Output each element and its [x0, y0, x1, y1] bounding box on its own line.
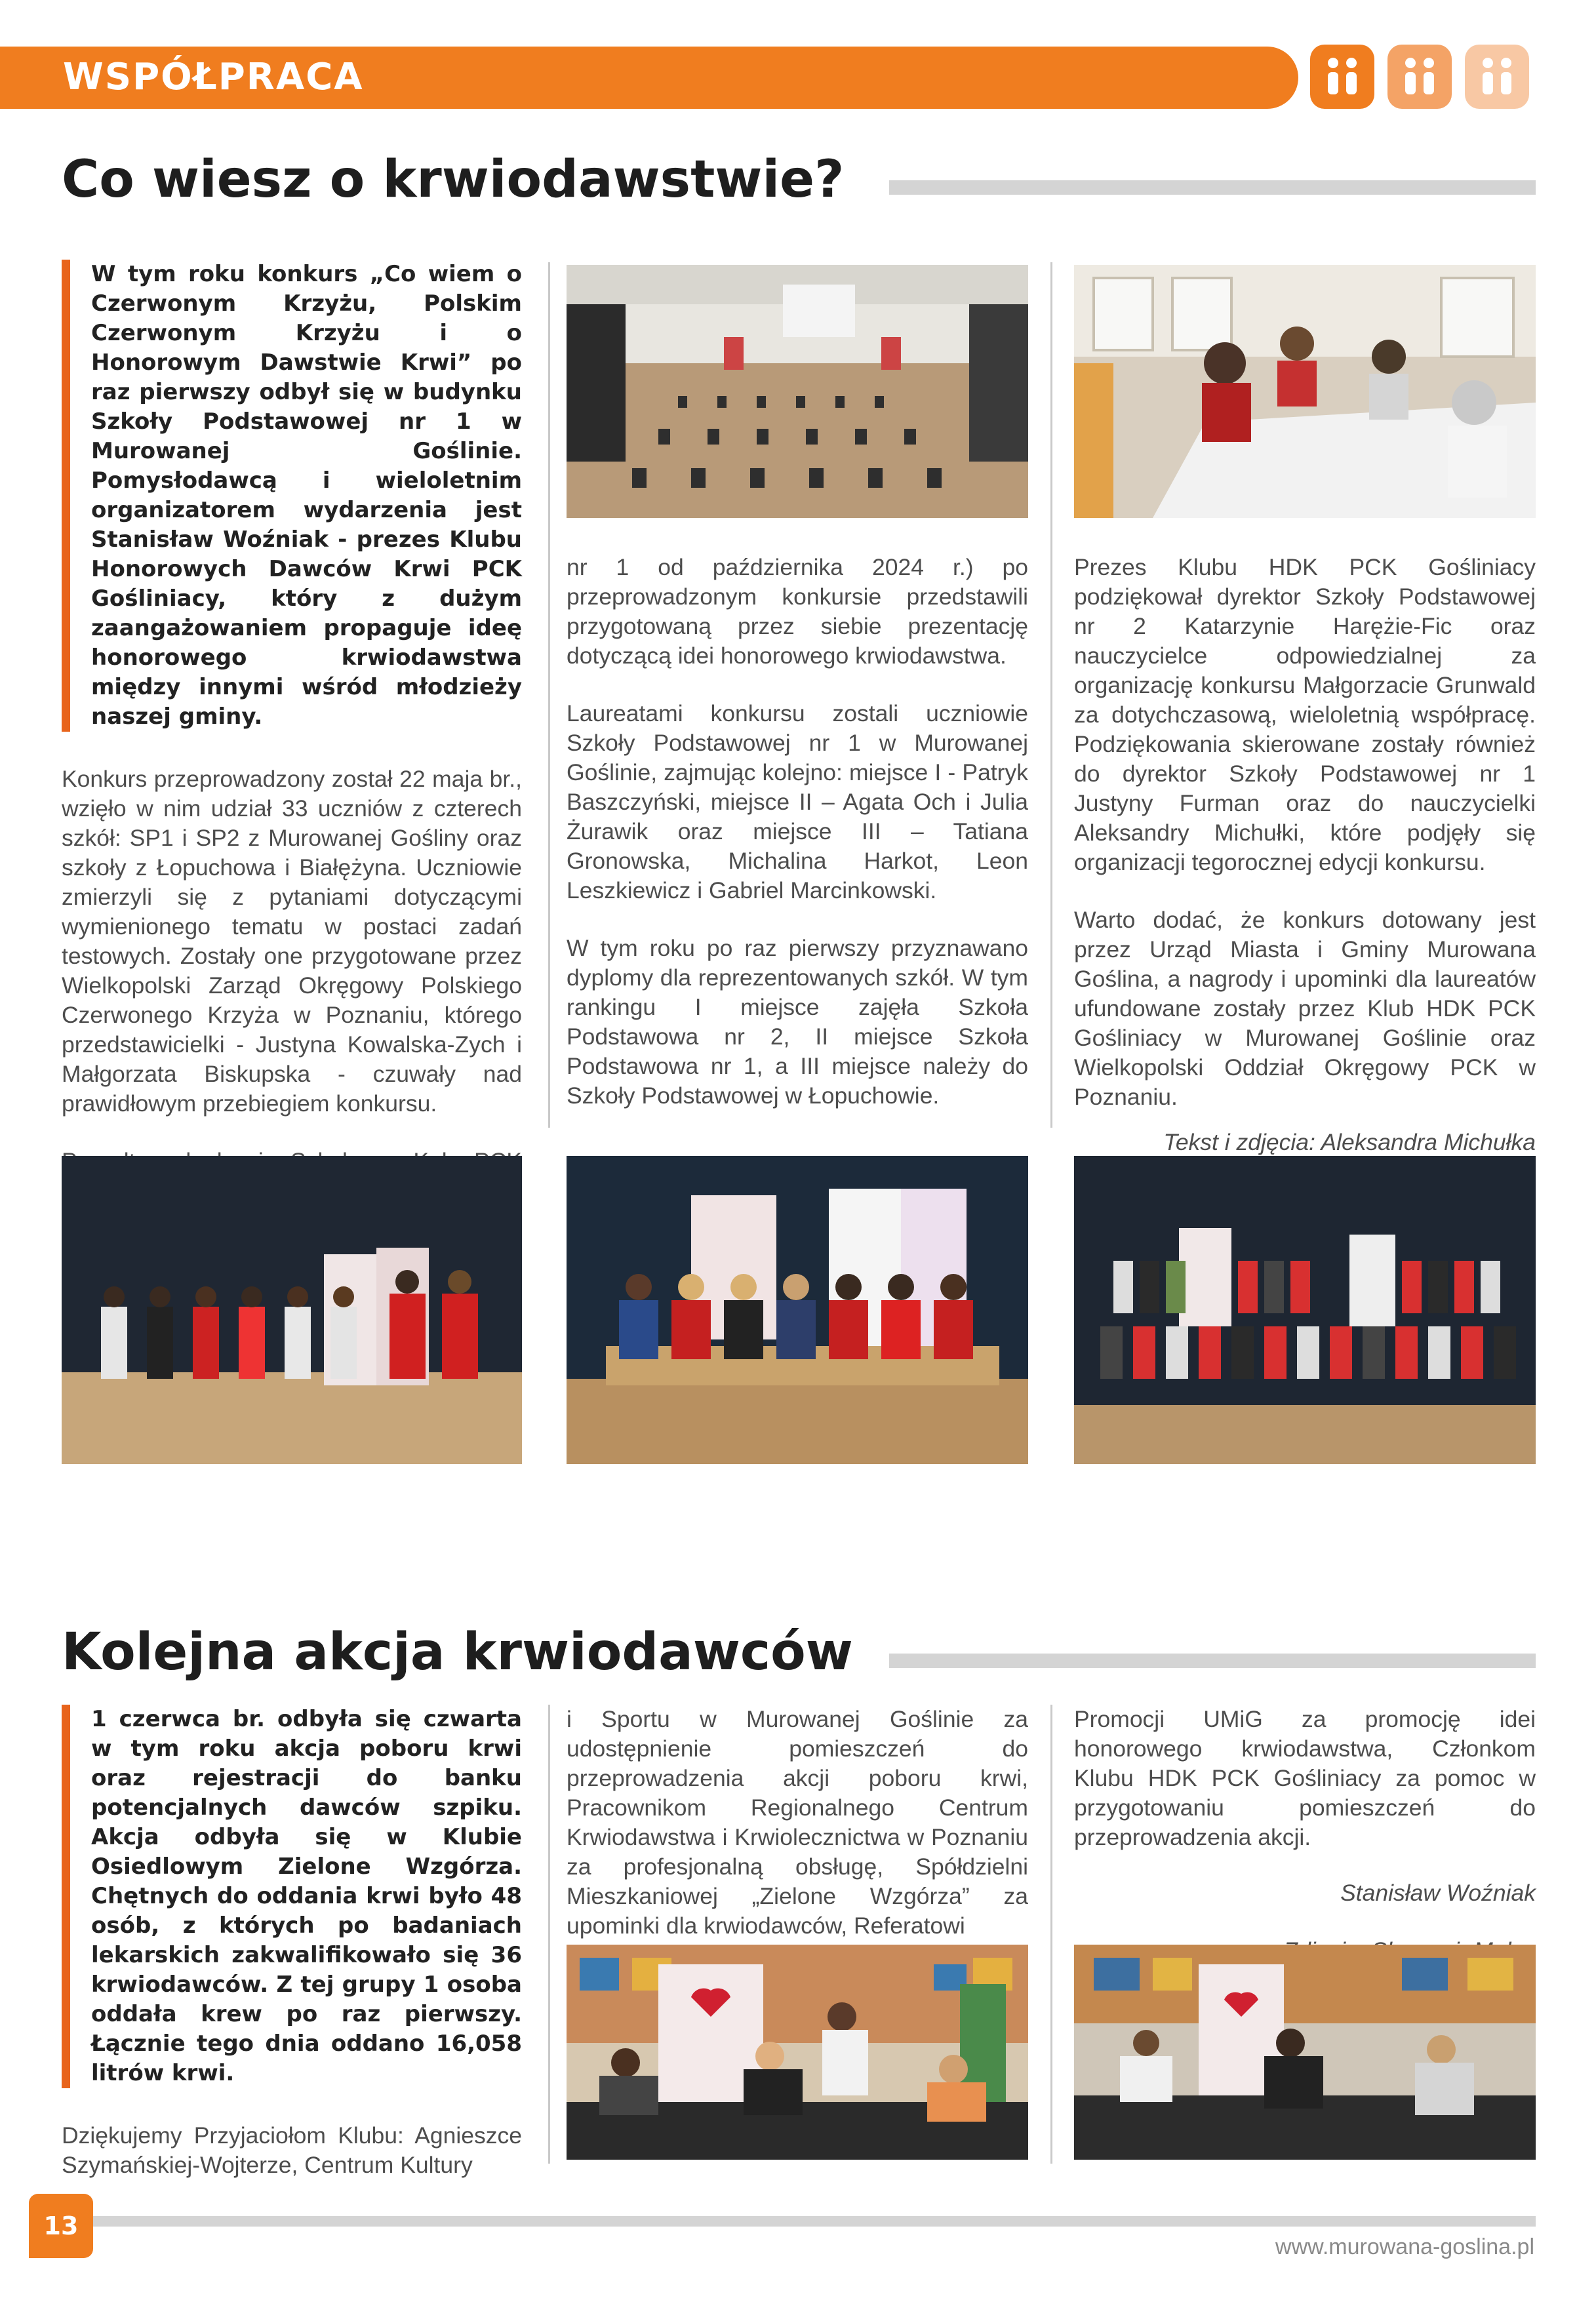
photo-blood-donors — [567, 1945, 1028, 2160]
article-title: Co wiesz o krwiodawstwie? — [62, 150, 845, 209]
photo-donation-chairs — [1074, 1945, 1536, 2160]
page-number: 13 — [29, 2194, 93, 2258]
photo-stage-winners — [62, 1156, 522, 1464]
paragraph: Konkurs przeprowadzony został 22 maja br., wzięło w nim udział 33 uczniów z czterech szkół: SP1 i SP2 z Murowanej Gośliny oraz szkoły z Łopuchowa i Białężyna. Uczniowie zmierzyli się z pytaniami dotyczącymi wymienionego tematu w postaci zadań testowych. Zostały one przygotowane przez Wielkopolski Zarząd Okręgowy Polskiego Czerwonego Krzyża w Poznaniu, którego przedstawicielki - Justyna Kowalska-Zych i Małgorzata Biskupska - czuwały nad prawidłowym przebiegiem konkursu. — [62, 766, 522, 1117]
column-divider — [1050, 262, 1052, 1128]
paragraph: Warto dodać, że konkurs dotowany jest przez Urząd Miasta i Gminy Murowana Goślina, a nagrody i upominki dla laureatów ufundowane zostały przez Klub HDK PCK Gośliniacy w Murowanej Goślinie oraz Wielkopolski Oddział Okręgowy PCK w Poznaniu. — [1074, 907, 1536, 1110]
footer-rule — [92, 2216, 1536, 2227]
section-label: WSPÓŁPRACA — [63, 56, 364, 98]
website-link[interactable]: www.murowana-goslina.pl — [1275, 2234, 1534, 2259]
photo-committee-table — [1074, 265, 1536, 518]
lead-paragraph: 1 czerwca br. odbyła się czwarta w tym roku akcja poboru krwi oraz rejestracji do banku potencjalnych dawców szpiku. Akcja odbyła się w Klubie Osiedlowym Zielone Wzgórza. Chętnych do oddania krwi było 48 osób, z których po badaniach lekarskich zakwalifikowało się 36 krwiodawców. Z tej grupy 1 osoba oddała krew po raz pierwszy. Łącznie tego dnia oddano 16,058 litrów krwi. — [62, 1705, 522, 2088]
people-logo-icon — [1465, 45, 1529, 109]
paragraph: W tym roku po raz pierwszy przyznawano dyplomy dla reprezentowanych szkół. W tym rankingu I miejsce zajęła Szkoła Podstawowa nr 2, II miejsce Szkoła Podstawowa nr 1, a III miejsce należy do Szkoły Podstawowej w Łopuchowie. — [567, 935, 1028, 1109]
article-column — [62, 1705, 522, 2208]
title-rule — [889, 180, 1536, 195]
column-divider — [1050, 1705, 1052, 2164]
photo-group-seated — [567, 1156, 1028, 1464]
author: Stanisław Woźniak — [1340, 1880, 1536, 1906]
lead-paragraph: W tym roku konkurs „Co wiem o Czerwonym Krzyżu, Polskim Czerwonym Krzyżu i o Honorowym Dawstwie Krwi” po raz pierwszy odbył się w budynku Szkoły Podstawowej nr 1 w Murowanej Goślinie. Pomysłodawcą i wieloletnim organizatorem wydarzenia jest Stanisław Woźniak - prezes Klubu Honorowych Dawców Krwi PCK Gośliniacy, który z dużym zaangażowaniem propaguje ideę honorowego krwiodawstwa między innymi wśród młodzieży naszej gminy. — [62, 260, 522, 732]
photo-hall-contest — [567, 265, 1028, 518]
paragraph: i Sportu w Murowanej Goślinie za udostępnienie pomieszczeń do przeprowadzenia akcji poboru krwi, Pracownikom Regionalnego Centrum Krwiodawstwa i Krwiolecznictwa w Poznaniu za profesjonalną obsługę, Spółdzielni Mieszkaniowej „Zielone Wzgórza” za upominki dla krwiodawców, Referatowi — [567, 1706, 1028, 1939]
title-rule — [889, 1654, 1536, 1668]
column-divider — [548, 262, 550, 1128]
people-logo-icon — [1387, 45, 1452, 109]
article-column — [567, 1705, 1028, 1969]
photo-credit: Tekst i zdjęcia: Aleksandra Michułka — [1163, 1129, 1536, 1155]
paragraph: Laureatami konkursu zostali uczniowie Szkoły Podstawowej nr 1 w Murowanej Goślinie, zajmując kolejno: miejsce I - Patryk Baszczyński, miejsce II – Agata Och i Julia Żurawik oraz miejsce III – Tatiana Gronowska, Michalina Harkot, Leon Leszkiewicz i Gabriel Marcinkowski. — [567, 700, 1028, 903]
article-column — [62, 260, 522, 1234]
article-column — [1074, 553, 1536, 1185]
article-title: Kolejna akcja krwiodawców — [62, 1623, 853, 1682]
article-column — [567, 553, 1028, 1139]
photo-large-group — [1074, 1156, 1536, 1464]
paragraph: Prezes Klubu HDK PCK Gośliniacy podziękował dyrektor Szkoły Podstawowej nr 2 Katarzynie Harężie-Fic oraz nauczycielce odpowiedzialnej za organizację konkursu Małgorzacie Grunwald za dotychczasową, wieloletnią współpracę. Podziękowania skierowane zostały również do dyrektor Szkoły Podstawowej nr 1 Justyny Furman oraz do nauczycielki Aleksandry Michułki, które podjęły się organizacji tegorocznej edycji konkursu. — [1074, 554, 1536, 875]
column-divider — [548, 1705, 550, 2164]
paragraph: nr 1 od października 2024 r.) po przeprowadzonym konkursie przedstawili przygotowaną przez siebie prezentację dotyczącą idei honorowego krwiodawstwa. — [567, 554, 1028, 669]
paragraph: Promocji UMiG za promocję idei honorowego krwiodawstwa, Członkom Klubu HDK PCK Gośliniacy za pomoc w przygotowaniu pomieszczeń do przeprowadzenia akcji. — [1074, 1706, 1536, 1850]
people-logo-icon — [1310, 45, 1374, 109]
paragraph: Dziękujemy Przyjaciołom Klubu: Agnieszce Szymańskiej-Wojterze, Centrum Kultury — [62, 2122, 522, 2178]
